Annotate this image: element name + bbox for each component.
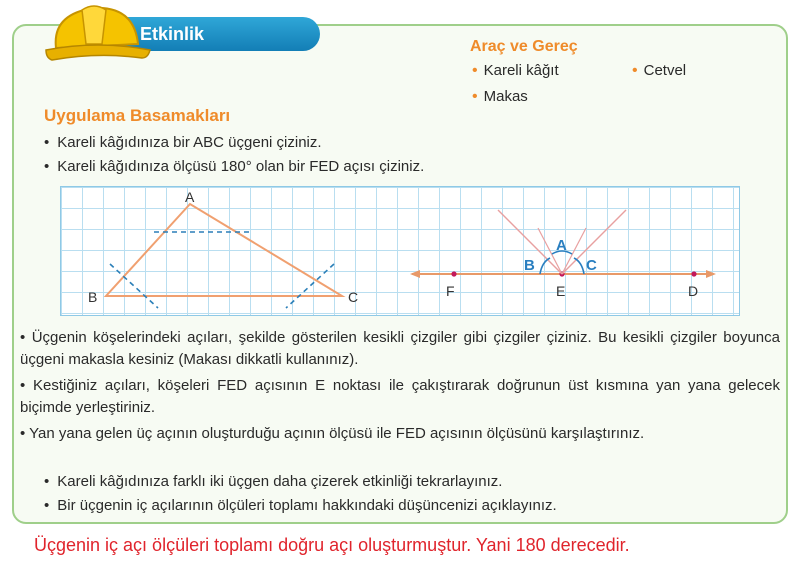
step-item-4: • Bir üçgenin iç açılarının ölçüleri toplamı hakkındaki düşüncenizi açıklayınız. bbox=[44, 495, 557, 517]
step-item-1: • Kareli kâğıdınıza bir ABC üçgeni çiziniz. bbox=[44, 132, 322, 154]
tool-item-scissors: • Makas bbox=[472, 88, 528, 106]
label-angle-b: B bbox=[524, 257, 535, 274]
answer-text: Üçgenin iç açı ölçüleri toplamı doğru açı oluşturmuştur. Yani 180 derecedir. bbox=[34, 535, 630, 555]
steps-title: Uygulama Basamakları bbox=[44, 106, 231, 125]
step-paragraph-1: • Üçgenin köşelerindeki açıları, şekilde gösterilen kesikli çizgiler gibi çizgiler çiziniz. Bu kesikli çizgiler boyunca üçgeni makasla kesiniz (Makası dikkatli kullanınız). bbox=[20, 329, 780, 368]
label-point-d: D bbox=[688, 283, 699, 299]
activity-tab-label: Etkinlik bbox=[140, 24, 205, 44]
arrow-right bbox=[706, 270, 716, 278]
label-triangle-c: C bbox=[348, 289, 359, 305]
step-item-3: • Kareli kâğıdınıza farklı iki üçgen daha çizerek etkinliği tekrarlayınız. bbox=[44, 471, 502, 493]
tool-item-ruler: • Cetvel bbox=[632, 62, 686, 80]
label-point-e: E bbox=[556, 283, 566, 299]
helmet-icon bbox=[42, 0, 154, 64]
label-angle-c: C bbox=[586, 257, 597, 274]
step-paragraph-2: • Kestiğiniz açıları, köşeleri FED açısının E noktası ile çakıştırarak doğrunun üst kısmına yan yana gelecek biçimde yerleştiriniz. bbox=[20, 377, 780, 416]
label-point-f: F bbox=[446, 283, 455, 299]
tools-title: Araç ve Gereç bbox=[470, 38, 578, 55]
geometry-figure bbox=[60, 186, 740, 316]
arrow-left bbox=[410, 270, 420, 278]
triangle-abc bbox=[106, 204, 342, 296]
label-angle-a: A bbox=[556, 237, 567, 254]
label-triangle-a: A bbox=[185, 189, 195, 205]
step-paragraph-3: • Yan yana gelen üç açının oluşturduğu açının ölçüsü ile FED açısının ölçüsünü karşılaştırınız. bbox=[20, 425, 645, 442]
tool-item-paper: • Kareli kâğıt bbox=[472, 62, 559, 80]
dashed-cut-b bbox=[110, 264, 158, 308]
point-f bbox=[451, 271, 456, 276]
label-triangle-b: B bbox=[88, 289, 98, 305]
point-d bbox=[691, 271, 696, 276]
step-item-2: • Kareli kâğıdınıza ölçüsü 180° olan bir FED açısı çiziniz. bbox=[44, 156, 424, 178]
